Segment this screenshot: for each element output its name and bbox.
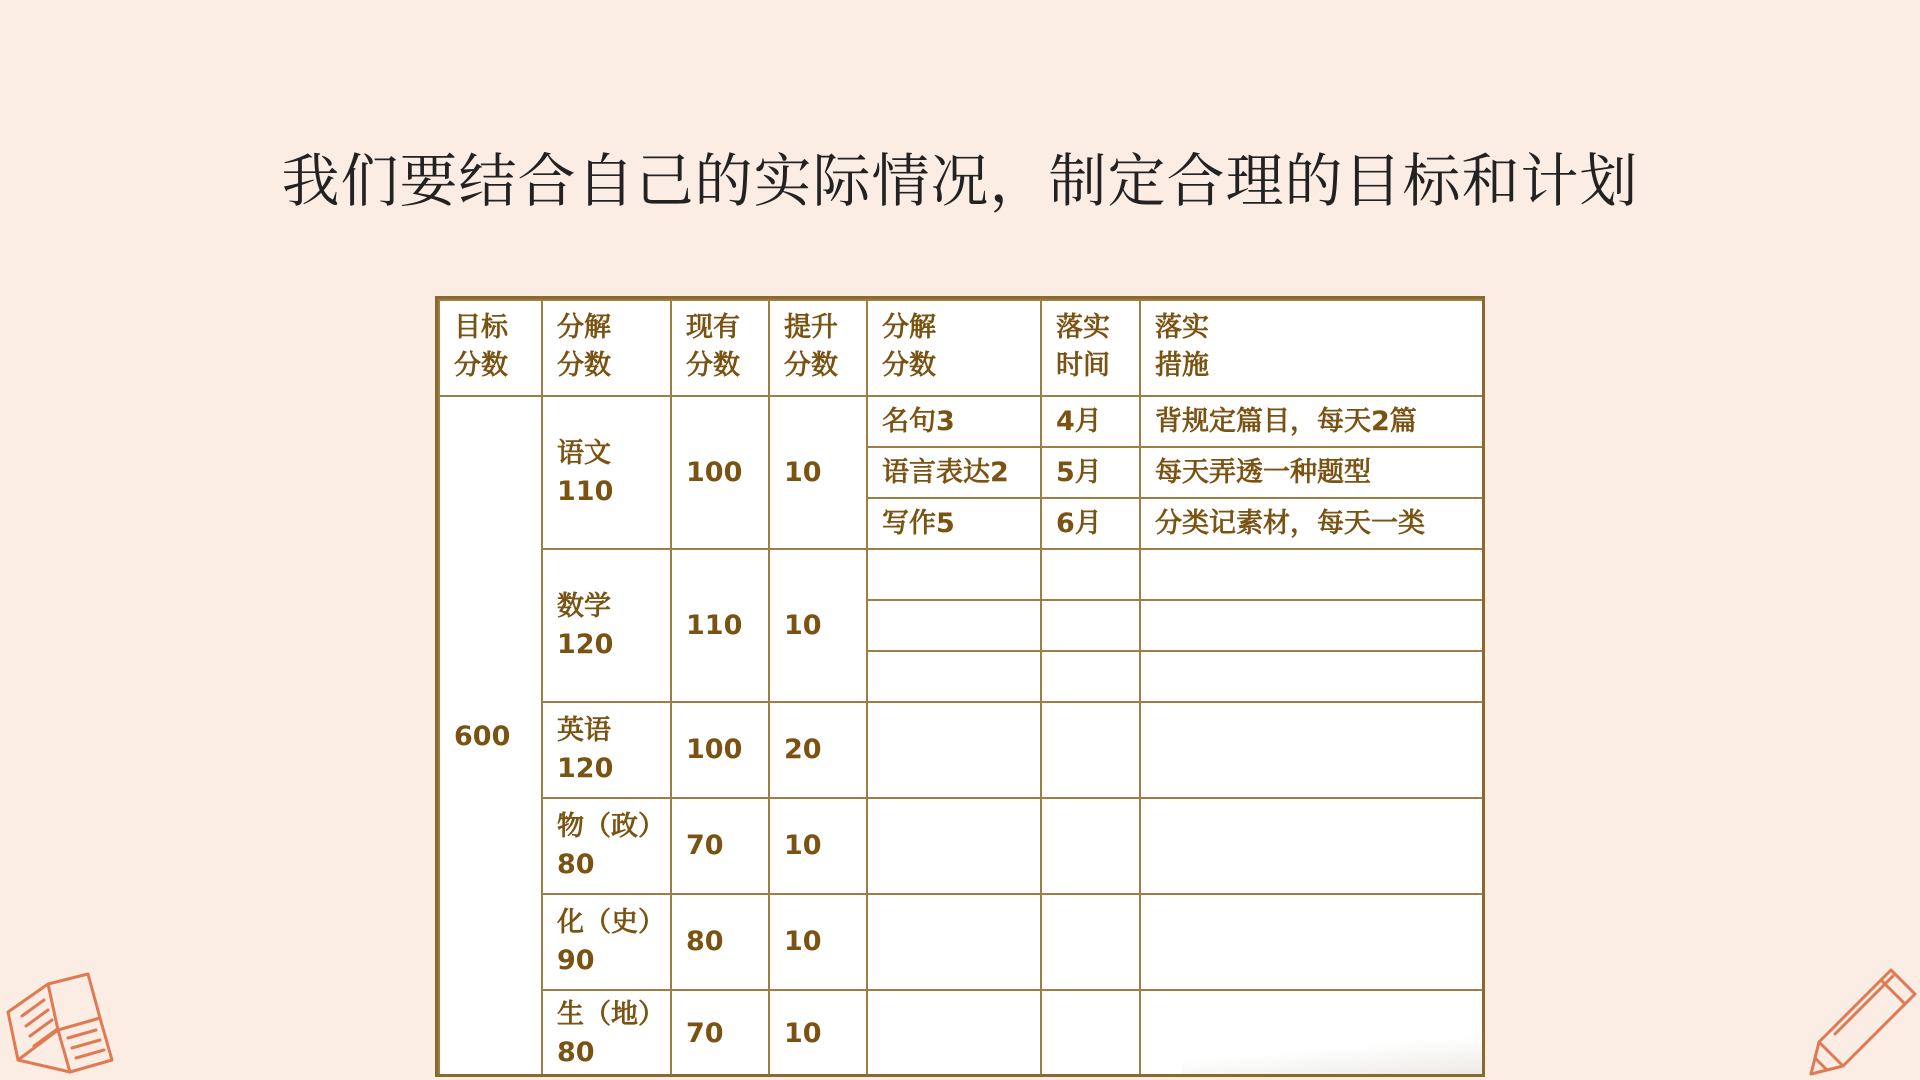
table-row — [439, 702, 1483, 750]
table-row — [439, 396, 1483, 447]
raise-score-cell: 10 — [769, 549, 867, 702]
score-plan-grid — [438, 299, 1484, 1077]
raise-score-cell: 10 — [769, 990, 867, 1077]
time-cell — [1041, 894, 1140, 990]
split-item-cell — [867, 798, 1041, 894]
time-cell: 5月 — [1041, 447, 1140, 498]
split-item-cell: 名句3 — [867, 396, 1041, 447]
raise-score-cell: 10 — [769, 894, 867, 990]
header-row — [439, 300, 1483, 396]
split-item-cell — [867, 894, 1041, 990]
header-raise-score: 提升 分数 — [769, 300, 867, 396]
pencil-icon — [1805, 964, 1920, 1080]
split-item-cell: 语言表达2 — [867, 447, 1041, 498]
split-item-cell: 写作5 — [867, 498, 1041, 549]
raise-score-cell: 10 — [769, 396, 867, 549]
time-cell: 6月 — [1041, 498, 1140, 549]
score-plan-table — [435, 296, 1485, 1077]
measure-cell — [1140, 651, 1483, 702]
measure-cell: 每天弄透一种题型 — [1140, 447, 1483, 498]
header-current-score: 现有 分数 — [671, 300, 769, 396]
header-split-item: 分解 分数 — [867, 300, 1041, 396]
measure-cell — [1140, 702, 1483, 798]
header-time: 落实 时间 — [1041, 300, 1140, 396]
measure-cell — [1140, 894, 1483, 990]
split-item-cell — [867, 549, 1041, 600]
subject-cell: 物（政） 80 — [542, 798, 671, 894]
measure-cell — [1140, 549, 1483, 600]
split-item-cell — [867, 990, 1041, 1077]
split-item-cell — [867, 651, 1041, 702]
measure-cell — [1140, 798, 1483, 894]
time-cell — [1041, 600, 1140, 651]
current-score-cell: 100 — [671, 396, 769, 549]
time-cell: 4月 — [1041, 396, 1140, 447]
measure-cell: 分类记素材，每天一类 — [1140, 498, 1483, 549]
subject-cell: 数学 120 — [542, 549, 671, 702]
table-row — [439, 549, 1483, 600]
current-score-cell: 70 — [671, 798, 769, 894]
header-target-score: 目标 分数 — [439, 300, 542, 396]
subject-cell: 语文 110 — [542, 396, 671, 549]
slide-title: 我们要结合自己的实际情况，制定合理的目标和计划 — [281, 147, 1639, 215]
current-score-cell: 80 — [671, 894, 769, 990]
table-row — [439, 894, 1483, 942]
time-cell — [1041, 549, 1140, 600]
header-measure: 落实 措施 — [1140, 300, 1483, 396]
subject-cell: 生（地） 80 — [542, 990, 671, 1077]
measure-cell: 背规定篇目，每天2篇 — [1140, 396, 1483, 447]
target-score-cell: 600 — [439, 396, 542, 1077]
open-book-icon — [0, 960, 118, 1078]
subject-cell: 化（史） 90 — [542, 894, 671, 990]
raise-score-cell: 10 — [769, 798, 867, 894]
split-item-cell — [867, 702, 1041, 798]
table-row — [439, 798, 1483, 846]
time-cell — [1041, 798, 1140, 894]
subject-cell: 英语 120 — [542, 702, 671, 798]
current-score-cell: 110 — [671, 549, 769, 702]
split-item-cell — [867, 600, 1041, 651]
measure-cell — [1140, 990, 1483, 1077]
time-cell — [1041, 651, 1140, 702]
current-score-cell: 70 — [671, 990, 769, 1077]
header-split-score: 分解 分数 — [542, 300, 671, 396]
time-cell — [1041, 702, 1140, 798]
time-cell — [1041, 990, 1140, 1077]
raise-score-cell: 20 — [769, 702, 867, 798]
current-score-cell: 100 — [671, 702, 769, 798]
table-row — [439, 990, 1483, 1034]
measure-cell — [1140, 600, 1483, 651]
